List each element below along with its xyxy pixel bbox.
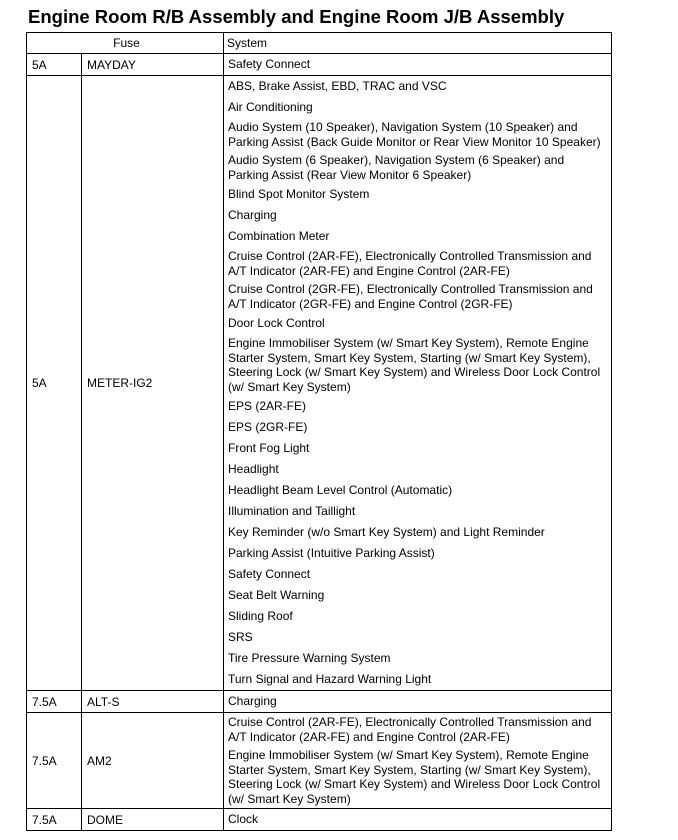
fuse-amperage: 7.5A: [27, 691, 82, 713]
system-item: Safety Connect: [228, 567, 311, 581]
system-item: Turn Signal and Hazard Warning Light: [228, 672, 432, 686]
table-row: [27, 713, 612, 809]
fuse-amperage: 5A: [27, 76, 82, 691]
system-item: EPS (2GR-FE): [228, 420, 308, 434]
system-item: Blind Spot Monitor System: [228, 187, 370, 201]
system-item: Audio System (10 Speaker), Navigation System (10 Speaker) and Parking Assist (Back Guide Monitor or Rear View Monitor 10 Speaker): [228, 120, 601, 149]
table-row: [27, 809, 612, 831]
system-item: Combination Meter: [228, 229, 330, 243]
system-item: ABS, Brake Assist, EBD, TRAC and VSC: [228, 79, 447, 93]
fuse-table-body: [27, 54, 612, 831]
system-list: [224, 691, 612, 713]
system-list: [224, 809, 612, 831]
system-item: Headlight: [228, 462, 279, 476]
system-item: Seat Belt Warning: [228, 588, 325, 602]
system-item: Door Lock Control: [228, 316, 325, 330]
table-header-row: [27, 33, 612, 54]
fuse-column-header: Fuse: [27, 33, 224, 54]
fuse-name: METER-IG2: [82, 76, 224, 691]
system-item: Front Fog Light: [228, 441, 310, 455]
table-row: [27, 691, 612, 713]
page-title: Engine Room R/B Assembly and Engine Room J/B Assembly: [28, 6, 565, 27]
fuse-amperage: 7.5A: [27, 809, 82, 831]
system-item: Headlight Beam Level Control (Automatic): [228, 483, 453, 497]
system-item: Key Reminder (w/o Smart Key System) and Light Reminder: [228, 525, 545, 539]
system-item: EPS (2AR-FE): [228, 399, 307, 413]
fuse-name: MAYDAY: [82, 54, 224, 76]
fuse-name: ALT-S: [82, 691, 224, 713]
system-item: Clock: [228, 812, 259, 826]
fuse-name: AM2: [82, 713, 224, 809]
system-list: [224, 76, 612, 691]
system-item: Engine Immobiliser System (w/ Smart Key System), Remote Engine Starter System, Smart Key System, Starting (w/ Smart Key System), Steering Lock (w/ Smart Key System) and Wireless Door Lock Control (w/ Smart Key System): [228, 748, 601, 806]
system-item: Engine Immobiliser System (w/ Smart Key System), Remote Engine Starter System, Smart Key System, Starting (w/ Smart Key System), Steering Lock (w/ Smart Key System) and Wireless Door Lock Control (w/ Smart Key System): [228, 336, 601, 394]
system-list: [224, 713, 612, 809]
system-item: Tire Pressure Warning System: [228, 651, 391, 665]
system-item: Cruise Control (2AR-FE), Electronically Controlled Transmission and A/T Indicator (2AR-FE) and Engine Control (2AR-FE): [228, 715, 592, 744]
system-item: Cruise Control (2AR-FE), Electronically Controlled Transmission and A/T Indicator (2AR-FE) and Engine Control (2AR-FE): [228, 249, 592, 278]
fuse-amperage: 7.5A: [27, 713, 82, 809]
table-row: [27, 76, 612, 691]
system-item: Safety Connect: [228, 57, 311, 71]
system-column-header: System: [224, 33, 612, 54]
table-row: [27, 54, 612, 76]
system-item: Audio System (6 Speaker), Navigation System (6 Speaker) and Parking Assist (Rear View Monitor 6 Speaker): [228, 153, 565, 182]
system-list: [224, 54, 612, 76]
system-item: Illumination and Taillight: [228, 504, 356, 518]
system-item: Air Conditioning: [228, 100, 313, 114]
system-item: Sliding Roof: [228, 609, 293, 623]
system-item: Parking Assist (Intuitive Parking Assist): [228, 546, 435, 560]
system-item: Charging: [228, 208, 277, 222]
system-item: Charging: [228, 694, 277, 708]
system-item: Cruise Control (2GR-FE), Electronically Controlled Transmission and A/T Indicator (2GR-FE) and Engine Control (2GR-FE): [228, 282, 593, 311]
system-item: SRS: [228, 630, 253, 644]
fuse-name: DOME: [82, 809, 224, 831]
fuse-amperage: 5A: [27, 54, 82, 76]
fuse-table: [26, 32, 612, 831]
